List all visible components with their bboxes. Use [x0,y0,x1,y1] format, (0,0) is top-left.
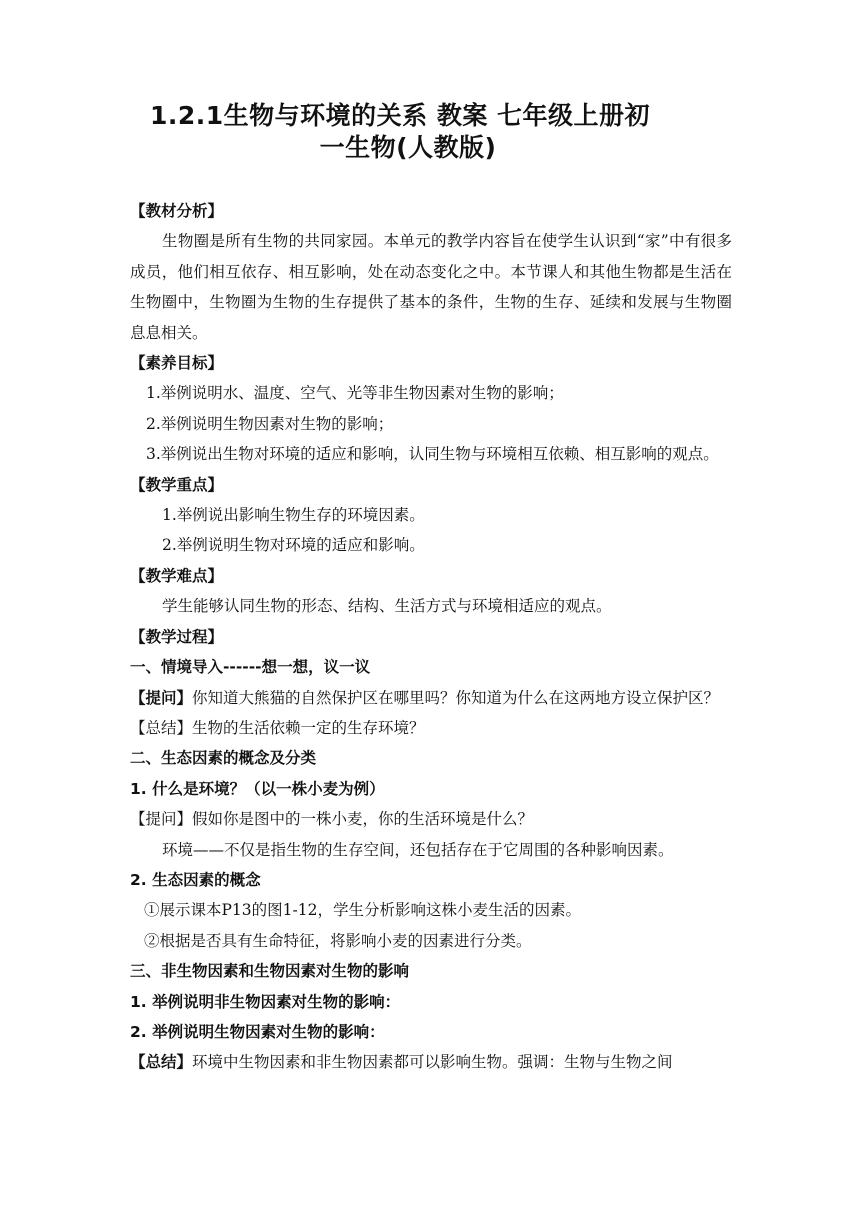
process-part1-summary: 【总结】生物的生活依赖一定的生存环境？ [130,718,425,737]
heading-analysis: 【教材分析】 [130,202,224,220]
question-label: 【提问】 [130,688,193,707]
process-part1-title: 一、情境导入------想一想，议一议 [130,658,371,677]
process-part2-title: 二、生态因素的概念及分类 [130,749,317,768]
heading-process: 【教学过程】 [130,627,224,646]
key-point-2: 2.举例说明生物对环境的适应和影响。 [162,536,425,555]
process-part3-summary [130,1047,732,1077]
difficulty-text: 学生能够认同生物的形态、结构、生活方式与环境相适应的观点。 [162,597,612,616]
title-line-2: 一生物(人教版) [319,133,497,162]
process-part2-sub1: 1. 什么是环境？（以一株小麦为例） [130,779,385,798]
question-text: 你知道大熊猫的自然保护区在哪里吗？你知道为什么在这两地方设立保护区？ [192,688,720,707]
key-point-1: 1.举例说出影响生物生存的环境因素。 [162,506,425,525]
goal-item-2: 2.举例说明生物因素对生物的影响； [146,414,394,433]
summary-text: 环境中生物因素和非生物因素都可以影响生物。强调：生物与生物之间 [192,1053,673,1072]
goal-item-1: 1.举例说明水、温度、空气、光等非生物因素对生物的影响； [146,384,564,403]
process-part2-item2: ②根据是否具有生命特征，将影响小麦的因素进行分类。 [144,931,532,950]
heading-key-points: 【教学重点】 [130,475,224,494]
environment-definition: 环境——不仅是指生物的生存空间，还包括存在于它周围的各种影响因素。 [162,840,674,859]
process-part1-question [130,683,732,713]
analysis-paragraph: 生物圈是所有生物的共同家园。本单元的教学内容旨在使学生认识到“家”中有很多成员，他们相互依存、相互影响，处在动态变化之中。本节课人和其他生物都是生活在生物圈中，生物圈为生物的生存提供了基本的条件，生物的生存、延续和发展与生物圈息息相关。 [130,232,732,342]
document-title [90,100,710,164]
title-line-1: 1.2.1生物与环境的关系 教案 七年级上册初 [149,101,651,130]
process-part2-item1: ①展示课本P13的图1-12，学生分析影响这株小麦生活的因素。 [144,901,581,920]
heading-difficulty: 【教学难点】 [130,566,224,585]
summary-label: 【总结】 [130,1053,193,1072]
process-part3-sub1: 1. 举例说明非生物因素对生物的影响： [130,992,401,1011]
process-part2-sub2: 2. 生态因素的概念 [130,870,261,889]
heading-goals: 【素养目标】 [130,354,224,373]
process-part3-title: 三、非生物因素和生物因素对生物的影响 [130,962,410,981]
process-part2-question: 【提问】假如你是图中的一株小麦，你的生活环境是什么？ [130,810,534,829]
goal-item-3: 3.举例说出生物对环境的适应和影响，认同生物与环境相互依赖、相互影响的观点。 [146,445,719,464]
process-part3-sub2: 2. 举例说明生物因素对生物的影响： [130,1022,385,1041]
document-body [130,196,732,1078]
